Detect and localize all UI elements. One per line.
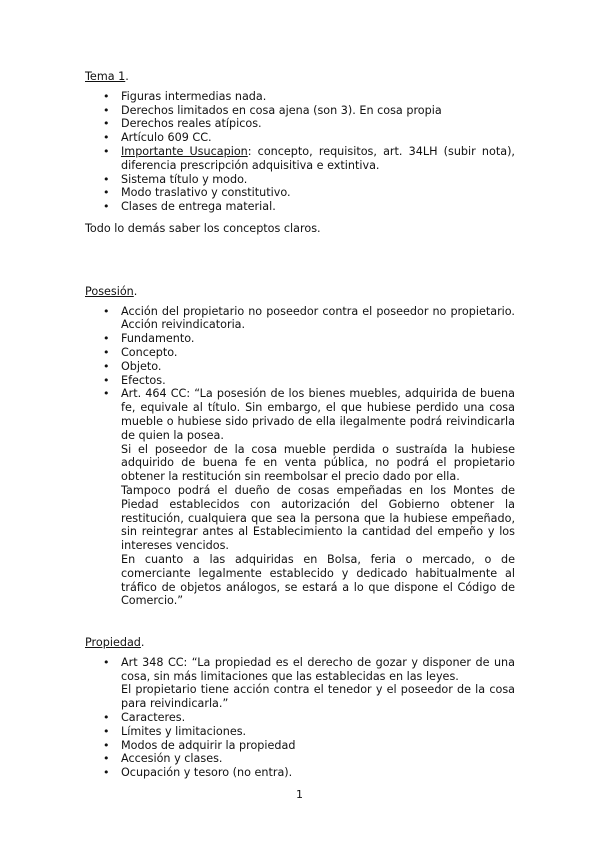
list-item (121, 752, 515, 766)
list-item-text: Concepto. (121, 345, 178, 359)
list-item (121, 131, 515, 145)
page-number: 1 (296, 788, 303, 801)
list-item (121, 656, 515, 711)
quote-paragraph: • Art. 464 CC: “La posesión de los bienes muebles, adquirida de buena fe, equivale al título. Sin embargo, el que hubiese perdido una cosa mueble o hubiese sido privado de ella ilegalmente podrá reivindicarla de quien la posea. (121, 387, 515, 442)
list-item (121, 186, 515, 200)
list-item (121, 145, 515, 173)
list-item (121, 374, 515, 388)
list-item-text: Ocupación y tesoro (no entra). (121, 766, 293, 780)
bullet-list (85, 305, 515, 609)
list-item (121, 739, 515, 753)
section-heading-text: Propiedad (85, 636, 141, 650)
list-item (121, 346, 515, 360)
list-item-text: Figuras intermedias nada. (121, 89, 267, 103)
quote-paragraph: En cuanto a las adquiridas en Bolsa, feria o mercado, o de comerciante legalmente establecido y dedicado habitualmente al tráfico de objetos análogos, se estará a lo que dispone el Código de Comercio.” (121, 552, 515, 608)
section-tema-1 (85, 70, 515, 236)
list-item (121, 766, 515, 780)
underlined-term: Importante Usucapion (121, 144, 248, 158)
quote-paragraph: El propietario tiene acción contra el tenedor y el poseedor de la cosa para reivindicarla.” (121, 683, 515, 711)
list-item-text: Límites y limitaciones. (121, 724, 247, 738)
list-item (121, 117, 515, 131)
list-item-text: Accesión y clases. (121, 752, 223, 766)
section-propiedad (85, 636, 515, 780)
section-heading-text: Posesión (85, 284, 134, 298)
bullet-list (85, 90, 515, 214)
list-item (121, 360, 515, 374)
list-item (121, 90, 515, 104)
document-page (85, 70, 515, 780)
list-item (121, 711, 515, 725)
list-item-text: Caracteres. (121, 711, 186, 725)
list-item-text: Efectos. (121, 373, 166, 387)
list-item-text: : concepto, requisitos, art. 34LH (subir nota), diferencia prescripción adquisitiva e extintiva. (121, 144, 515, 172)
section-heading-text: Tema 1 (85, 70, 126, 83)
list-item (121, 104, 515, 118)
list-item (121, 387, 515, 608)
list-item-text: Derechos limitados en cosa ajena (son 3). En cosa propia (121, 103, 442, 117)
list-item-text: Sistema título y modo. (121, 172, 248, 186)
section-note: Todo lo demás saber los conceptos claros. (85, 221, 321, 235)
list-item-text: Derechos reales atípicos. (121, 117, 262, 131)
section-heading: Tema 1. (85, 70, 129, 83)
bullet-list (85, 656, 515, 780)
quote-paragraph: Si el poseedor de la cosa mueble perdida o sustraída la hubiese adquirido de buena fe en venta pública, no podrá el propietario obtener la restitución sin reembolsar el precio dado por ella. (121, 442, 515, 484)
list-item-text: Fundamento. (121, 332, 195, 346)
list-item (121, 332, 515, 346)
list-item (121, 200, 515, 214)
list-item (121, 173, 515, 187)
list-item-text: Objeto. (121, 359, 162, 373)
list-item-text: Modo traslativo y constitutivo. (121, 186, 291, 200)
quote-paragraph: Tampoco podrá el dueño de cosas empeñadas en los Montes de Piedad establecidos con autorización del Gobierno obtener la restitución, cualquiera que sea la persona que la hubiese empeñado, sin reintegrar antes al Establecimiento la cantidad del empeño y los intereses vencidos. (121, 483, 515, 553)
list-item-text: Modos de adquirir la propiedad (121, 738, 296, 752)
list-item-text: Acción del propietario no poseedor contra el poseedor no propietario. Acción reivindicatoria. (121, 304, 515, 332)
section-posesion (85, 285, 515, 608)
section-heading: Propiedad. (85, 636, 145, 650)
list-item (121, 305, 515, 333)
quote-paragraph: • Art 348 CC: “La propiedad es el derecho de gozar y disponer de una cosa, sin más limitaciones que las establecidas en las leyes. (121, 655, 515, 683)
list-item-text: Artículo 609 CC. (121, 131, 212, 145)
section-heading: Posesión. (85, 284, 138, 298)
list-item (121, 725, 515, 739)
list-item-text: Clases de entrega material. (121, 200, 276, 214)
